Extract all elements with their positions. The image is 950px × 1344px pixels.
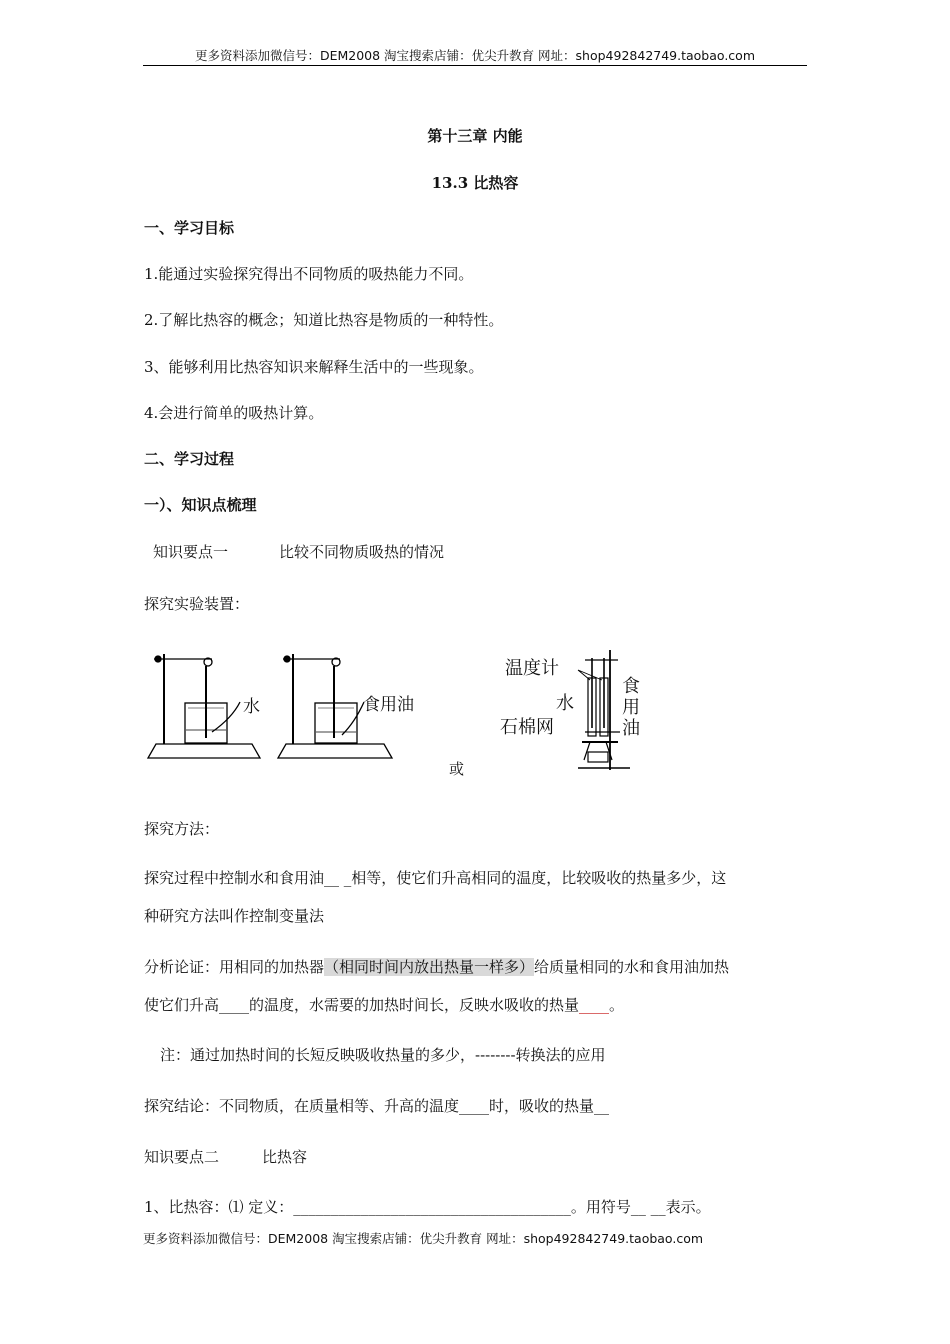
method-paragraph-line-2: 种研究方法叫作控制变量法 xyxy=(144,907,325,925)
label-oil-char-3: 油 xyxy=(622,718,640,739)
highlighted-note: （相同时间内放出热量一样多） xyxy=(324,958,535,976)
goal-1: 1.能通过实验探究得出不同物质的吸热能力不同。 xyxy=(144,265,474,283)
analysis-line-2: 使它们升高____的温度，水需要的加热时间长，反映水吸收的热量____。 xyxy=(144,996,625,1014)
label-oil-char-1: 食 xyxy=(622,676,640,697)
definition-line: 1、比热容：⑴ 定义：_____________________________________。用符号__ __表示。 xyxy=(144,1198,711,1216)
knowledge-point-1-label: 知识要点一 xyxy=(153,543,229,561)
apparatus-label: 探究实验装置： xyxy=(144,595,250,613)
section-title: 13.3 比热容 xyxy=(431,174,519,192)
learning-process-heading: 二、学习过程 xyxy=(144,450,235,468)
beaker-2 xyxy=(315,703,357,743)
conclusion-line: 探究结论：不同物质，在质量相等、升高的温度____时，吸收的热量__ xyxy=(144,1097,610,1115)
method-label: 探究方法： xyxy=(144,820,220,838)
knowledge-review-heading: 一）、知识点梳理 xyxy=(144,496,257,514)
method-paragraph-line-1: 探究过程中控制水和食用油__ _相等，使它们升高相同的温度，比较吸收的热量多少，这 xyxy=(144,869,727,887)
knowledge-point-2-title: 比热容 xyxy=(262,1148,308,1166)
label-oil: 食用油 xyxy=(363,695,414,715)
label-thermometer: 温度计 xyxy=(505,658,559,679)
label-water-tube: 水 xyxy=(556,693,574,714)
header-rule xyxy=(143,65,807,66)
label-or: 或 xyxy=(449,760,465,778)
label-asbestos-net: 石棉网 xyxy=(500,717,554,738)
water-pointer xyxy=(212,702,240,732)
goal-3: 3、能够利用比热容知识来解释生活中的一些现象。 xyxy=(144,358,484,376)
note-line: 注：通过加热时间的长短反映吸收热量的多少，--------转换法的应用 xyxy=(160,1046,606,1064)
label-oil-char-2: 用 xyxy=(622,697,640,718)
burner xyxy=(588,752,608,762)
knowledge-point-2-label: 知识要点二 xyxy=(144,1148,220,1166)
analysis-line-1: 分析论证：用相同的加热器（相同时间内放出热量一样多）给质量相同的水和食用油加热 xyxy=(144,958,730,976)
page-footer: 更多资料添加微信号：DEM2008 淘宝搜索店铺：优尖升教育 网址：shop492842749.taobao.com xyxy=(143,1231,704,1246)
red-blank: ____ xyxy=(579,996,610,1014)
goal-2: 2.了解比热容的概念；知道比热容是物质的一种特性。 xyxy=(144,311,504,329)
label-water: 水 xyxy=(243,697,260,717)
chapter-title: 第十三章 内能 xyxy=(427,127,523,145)
learning-goals-heading: 一、学习目标 xyxy=(144,219,235,237)
stand-base-2 xyxy=(278,744,392,758)
goal-4: 4.会进行简单的吸热计算。 xyxy=(144,404,324,422)
page-header: 更多资料添加微信号：DEM2008 淘宝搜索店铺：优尖升教育 网址：shop492842749.taobao.com xyxy=(194,48,756,63)
knowledge-point-1-title: 比较不同物质吸热的情况 xyxy=(279,543,445,561)
stand-base-1 xyxy=(148,744,260,758)
oil-pointer xyxy=(342,702,364,735)
